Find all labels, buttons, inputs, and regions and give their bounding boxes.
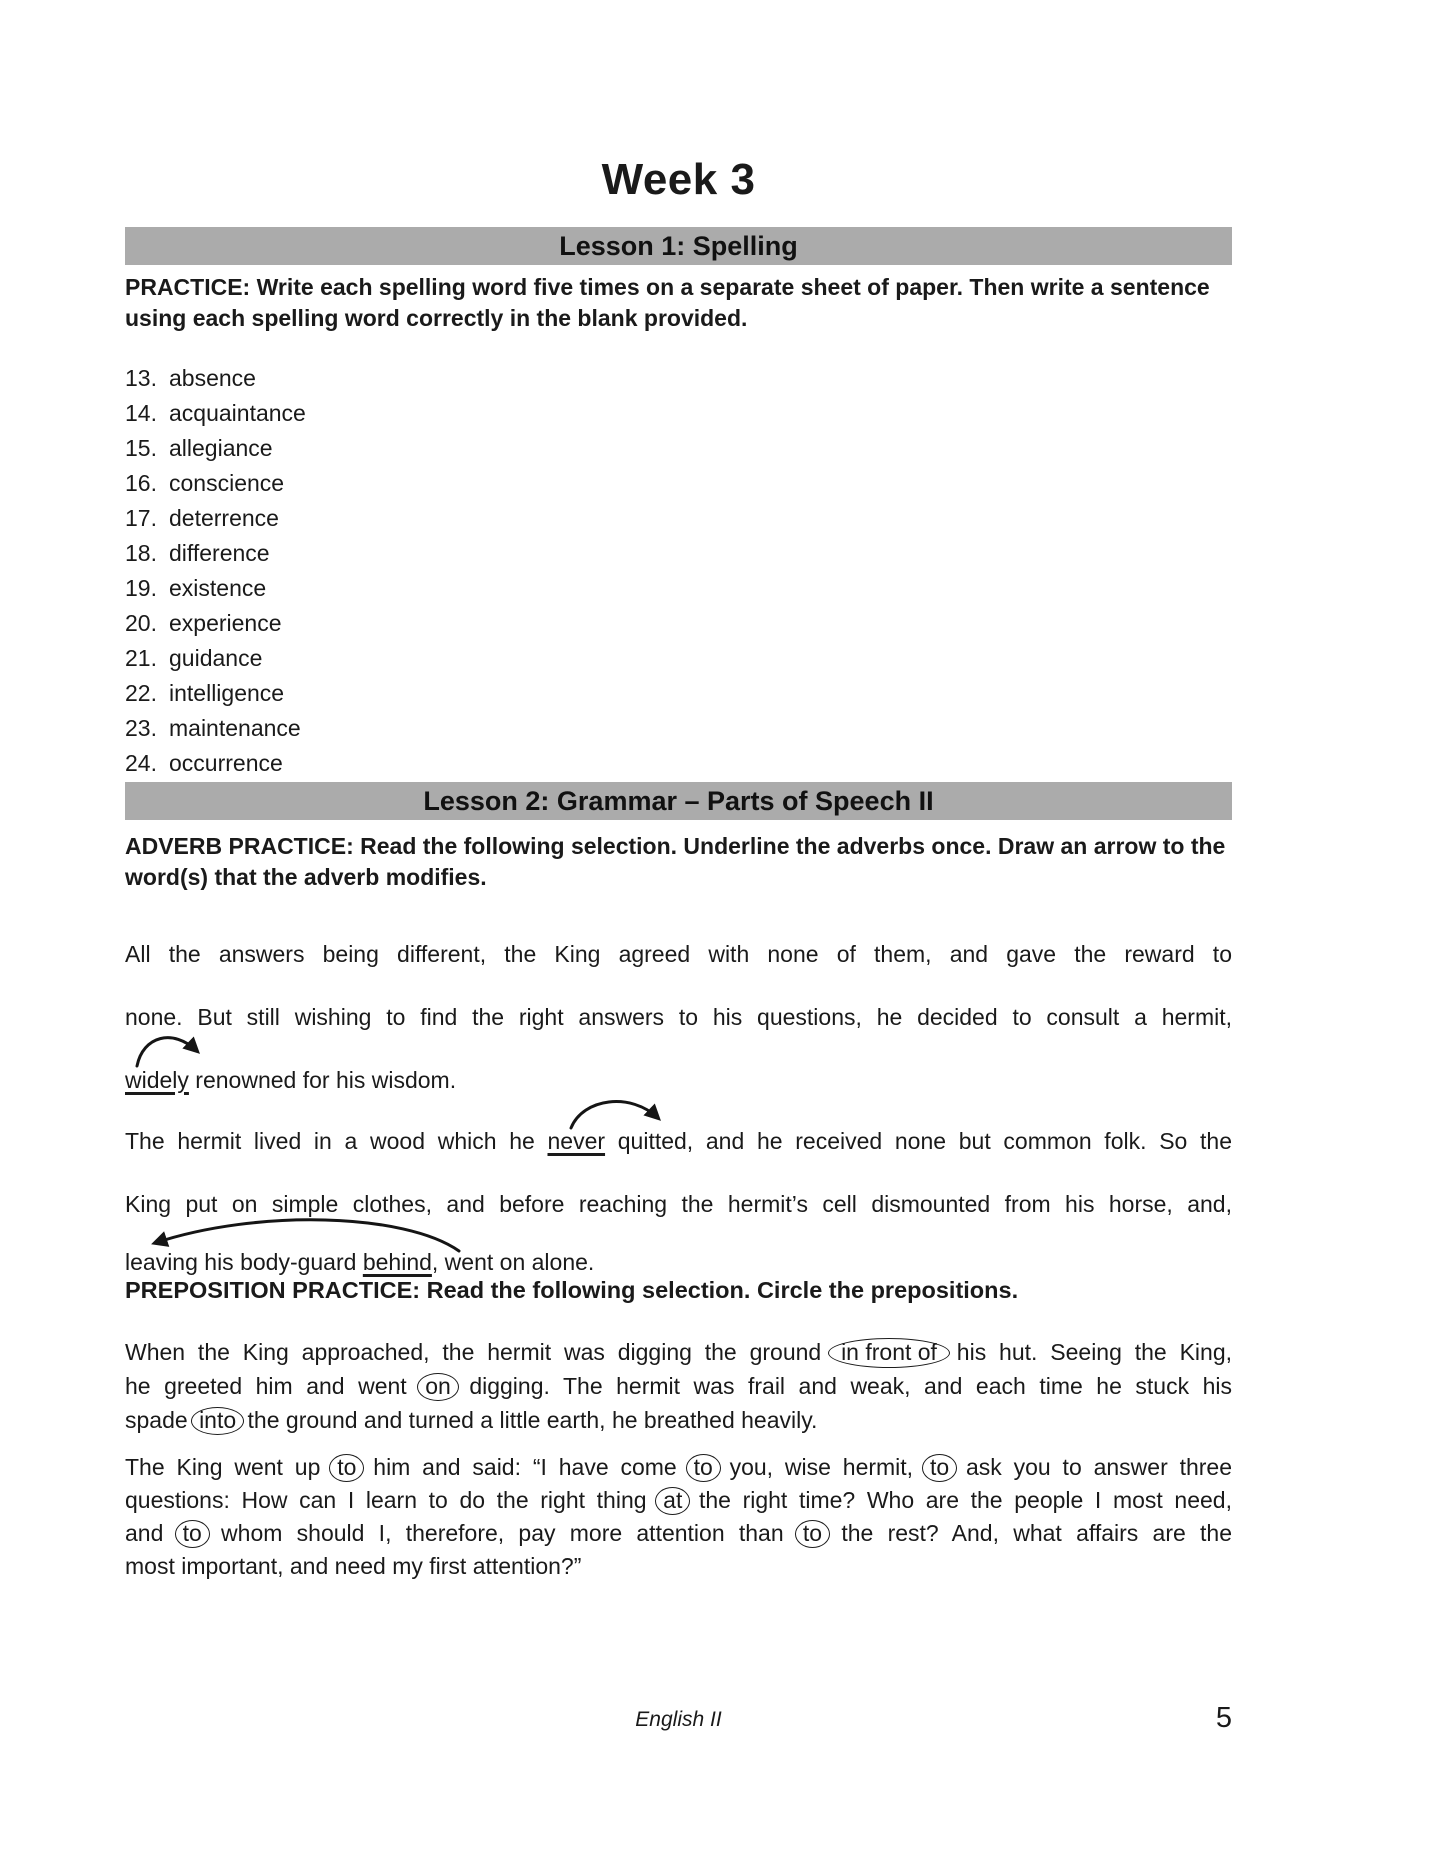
word-number: 18. <box>125 540 157 566</box>
text-line: questions: How can I learn to do the right thing at the right time? Who are the people I most need, <box>125 1487 1232 1513</box>
word-number: 19. <box>125 575 157 601</box>
word-text: allegiance <box>169 435 273 461</box>
preposition-practice-heading: PREPOSITION PRACTICE: Read the following selection. Circle the prepositions. <box>125 1277 1019 1303</box>
adverb-practice-heading: ADVERB PRACTICE: Read the following selection. Underline the adverbs once. Draw an arrow to the word(s) that the adverb modifies. <box>125 833 1226 890</box>
text-line: When the King approached, the hermit was digging the ground in front of his hut. Seeing the King, <box>125 1335 1232 1369</box>
circled-preposition: to <box>175 1520 210 1548</box>
circled-preposition: to <box>686 1454 721 1482</box>
spelling-word-item <box>125 466 1232 501</box>
word-number: 24. <box>125 750 157 776</box>
circled-preposition: to <box>329 1454 364 1482</box>
text-line: leaving his body-guard behind, went on alone. <box>125 1249 595 1275</box>
text-line: All the answers being different, the King agreed with none of them, and gave the reward to <box>125 941 1232 967</box>
word-number: 17. <box>125 505 157 531</box>
spelling-word-item <box>125 641 1232 676</box>
text-line: most important, and need my first attention?” <box>125 1553 582 1579</box>
word-text: absence <box>169 365 256 391</box>
circled-preposition: in front of <box>828 1338 950 1368</box>
word-text: occurrence <box>169 750 283 776</box>
text-line: widely renowned for his wisdom. <box>125 1067 457 1093</box>
spelling-word-item <box>125 676 1232 711</box>
spelling-word-item <box>125 431 1232 466</box>
spelling-word-item <box>125 606 1232 641</box>
word-number: 23. <box>125 715 157 741</box>
text-line: The hermit lived in a wood which he never quitted, and he received none but common folk. So the <box>125 1128 1232 1154</box>
word-number: 20. <box>125 610 157 636</box>
word-text: guidance <box>169 645 263 671</box>
circled-preposition: to <box>795 1520 830 1548</box>
underlined-adverb: behind <box>362 1249 432 1275</box>
underlined-adverb: widely <box>125 1067 189 1093</box>
word-text: difference <box>169 540 270 566</box>
underlined-adverb: never <box>547 1128 606 1154</box>
text-line: he greeted him and went on digging. The hermit was frail and weak, and each time he stuck his <box>125 1373 1232 1399</box>
page-title: Week 3 <box>601 155 756 204</box>
preposition-selection-paragraph-2 <box>125 1451 1232 1583</box>
lesson2-banner: Lesson 2: Grammar – Parts of Speech II <box>125 782 1232 820</box>
spelling-word-list <box>125 361 1232 781</box>
spelling-word-item <box>125 711 1232 746</box>
text-line: spade into the ground and turned a little earth, he breathed heavily. <box>125 1407 818 1433</box>
spelling-word-item <box>125 361 1232 396</box>
word-number: 16. <box>125 470 157 496</box>
word-number: 14. <box>125 400 157 426</box>
word-text: intelligence <box>169 680 285 706</box>
word-number: 21. <box>125 645 157 671</box>
word-text: deterrence <box>169 505 279 531</box>
lesson1-banner: Lesson 1: Spelling <box>125 227 1232 265</box>
circled-preposition: on <box>417 1373 459 1401</box>
preposition-selection-paragraph-1 <box>125 1335 1232 1437</box>
circled-preposition: to <box>922 1454 957 1482</box>
text-line: and to whom should I, therefore, pay more attention than to the rest? And, what affairs are the <box>125 1520 1232 1546</box>
word-text: maintenance <box>169 715 301 741</box>
word-number: 13. <box>125 365 157 391</box>
spelling-word-item <box>125 501 1232 536</box>
text-line: King put on simple clothes, and before reaching the hermit’s cell dismounted from his horse, and, <box>125 1191 1232 1217</box>
word-number: 15. <box>125 435 157 461</box>
spelling-word-item <box>125 536 1232 571</box>
word-text: acquaintance <box>169 400 306 426</box>
footer-course-label: English II <box>635 1708 722 1731</box>
spelling-word-item <box>125 571 1232 606</box>
text-line: The King went up to him and said: “I have come to you, wise hermit, to ask you to answer three <box>125 1454 1232 1480</box>
text-line: none. But still wishing to find the right answers to his questions, he decided to consult a hermit, <box>125 1004 1232 1030</box>
spelling-word-item <box>125 396 1232 431</box>
circled-preposition: at <box>655 1487 690 1515</box>
adverb-selection-paragraph-2 <box>125 1125 1232 1279</box>
page-footer <box>125 1702 1232 1747</box>
word-text: experience <box>169 610 282 636</box>
word-text: existence <box>169 575 267 601</box>
spelling-word-item <box>125 746 1232 781</box>
adverb-selection-paragraph-1 <box>125 938 1232 1127</box>
spelling-practice-heading: PRACTICE: Write each spelling word five times on a separate sheet of paper. Then write a sentence using each spelling word correctly in the blank provided. <box>125 274 1210 331</box>
word-text: conscience <box>169 470 285 496</box>
footer-page-number: 5 <box>1215 1702 1232 1734</box>
word-number: 22. <box>125 680 157 706</box>
circled-preposition: into <box>191 1407 244 1435</box>
